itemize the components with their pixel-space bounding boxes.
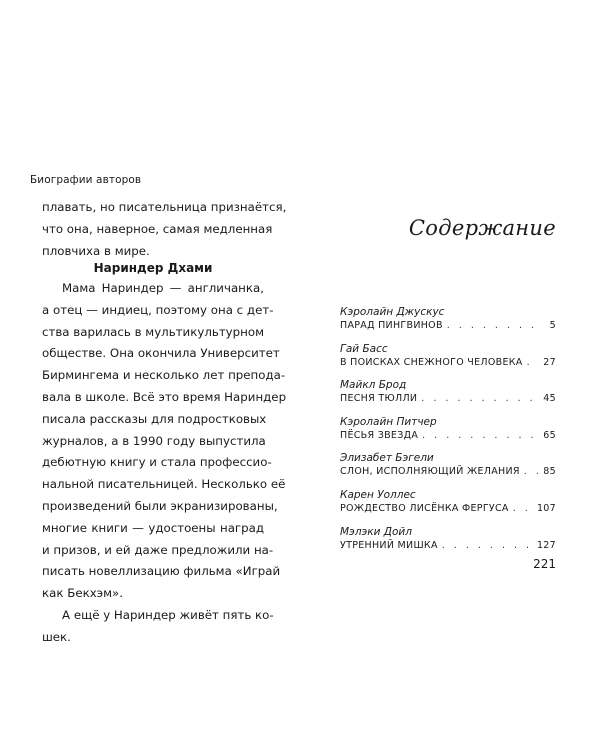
toc-page-number: 5	[549, 320, 556, 331]
text-line: пловчиха в мире.	[42, 243, 150, 258]
text-line: вала в школе. Всё это время Нариндер	[42, 389, 287, 404]
text-line: дебютную книгу и стала профессио-	[42, 455, 272, 470]
toc-author: Гай Басс	[340, 342, 388, 355]
toc-author: Майкл Брод	[340, 379, 407, 392]
text-line: обществе. Она окончила Университет	[42, 346, 280, 361]
toc-entry[interactable]	[340, 342, 556, 379]
toc-entry[interactable]	[340, 415, 556, 452]
text-line: а отец — индиец, поэтому она с дет-	[42, 302, 274, 317]
text-line: многие книги — удостоены наград	[42, 520, 264, 535]
toc-author: Мэлэки Дойл	[340, 525, 412, 538]
toc-story-title: СЛОН, ИСПОЛНЯЮЩИЙ ЖЕЛАНИЯ	[340, 466, 520, 478]
text-line: плавать, но писательница признаётся,	[42, 200, 287, 214]
toc-author: Кэролайн Питчер	[340, 415, 437, 428]
toc-leader-dots	[442, 539, 533, 553]
right-page	[300, 0, 600, 750]
toc-story-title: В ПОИСКАХ СНЕЖНОГО ЧЕЛОВЕКА	[340, 356, 523, 368]
toc-leader-dots	[447, 319, 538, 333]
table-of-contents	[340, 305, 556, 561]
toc-leader-dots	[527, 356, 538, 370]
toc-leader-dots	[513, 502, 533, 516]
toc-author: Кэролайн Джускус	[340, 306, 445, 318]
toc-entry[interactable]	[340, 378, 556, 415]
continued-paragraph	[42, 197, 287, 262]
page-number: 221	[533, 557, 556, 571]
toc-title: Содержание	[408, 216, 556, 240]
text-line: А ещё у Нариндер живёт пять ко-	[62, 607, 274, 622]
toc-story-title: РОЖДЕСТВО ЛИСЁНКА ФЕРГУСА	[340, 502, 509, 514]
toc-page-number: 27	[543, 356, 556, 368]
toc-entry[interactable]	[340, 451, 556, 488]
toc-entry[interactable]	[340, 525, 556, 562]
bio-heading: Нариндер Дхами	[93, 261, 213, 275]
toc-story-title: ПЁСЬЯ ЗВЕЗДА	[340, 429, 419, 441]
toc-author: Карен Уоллес	[340, 488, 416, 501]
toc-page-number: 65	[543, 429, 556, 441]
toc-story-title: ПАРАД ПИНГВИНОВ	[340, 320, 443, 331]
toc-leader-dots	[422, 429, 538, 443]
text-line: и призов, и ей даже предложили на-	[42, 542, 274, 557]
text-line: шек.	[42, 629, 71, 644]
text-line: как Бекхэм».	[42, 586, 124, 601]
text-line: ства варилась в мультикультурном	[42, 324, 264, 339]
text-line: писала рассказы для подростковых	[42, 411, 267, 426]
toc-page-number: 107	[536, 502, 556, 514]
toc-entry[interactable]	[340, 488, 556, 525]
toc-entry[interactable]	[340, 305, 556, 342]
text-line: что она, наверное, самая медленная	[42, 221, 273, 236]
toc-story-title: УТРЕННИЙ МИШКА	[340, 539, 438, 551]
running-head: Биографии авторов	[30, 174, 142, 186]
toc-page-number: 85	[543, 466, 556, 478]
toc-story-title: ПЕСНЯ ТЮЛЛИ	[340, 393, 418, 405]
text-line: нальной писательницей. Несколько её	[42, 477, 286, 492]
text-line: писать новеллизацию фильма «Играй	[42, 564, 281, 579]
toc-page-number: 45	[543, 393, 556, 405]
toc-leader-dots	[421, 392, 538, 406]
toc-page-number: 127	[536, 539, 556, 551]
text-line: произведений были экранизированы,	[42, 498, 278, 513]
toc-author: Элизабет Бэгели	[340, 452, 434, 465]
bio-paragraph	[42, 278, 287, 649]
text-line: Мама Нариндер — англичанка,	[62, 281, 264, 295]
text-line: Бирмингема и несколько лет препода-	[42, 368, 286, 383]
text-line: журналов, а в 1990 году выпустила	[42, 433, 266, 448]
toc-leader-dots	[524, 465, 538, 479]
